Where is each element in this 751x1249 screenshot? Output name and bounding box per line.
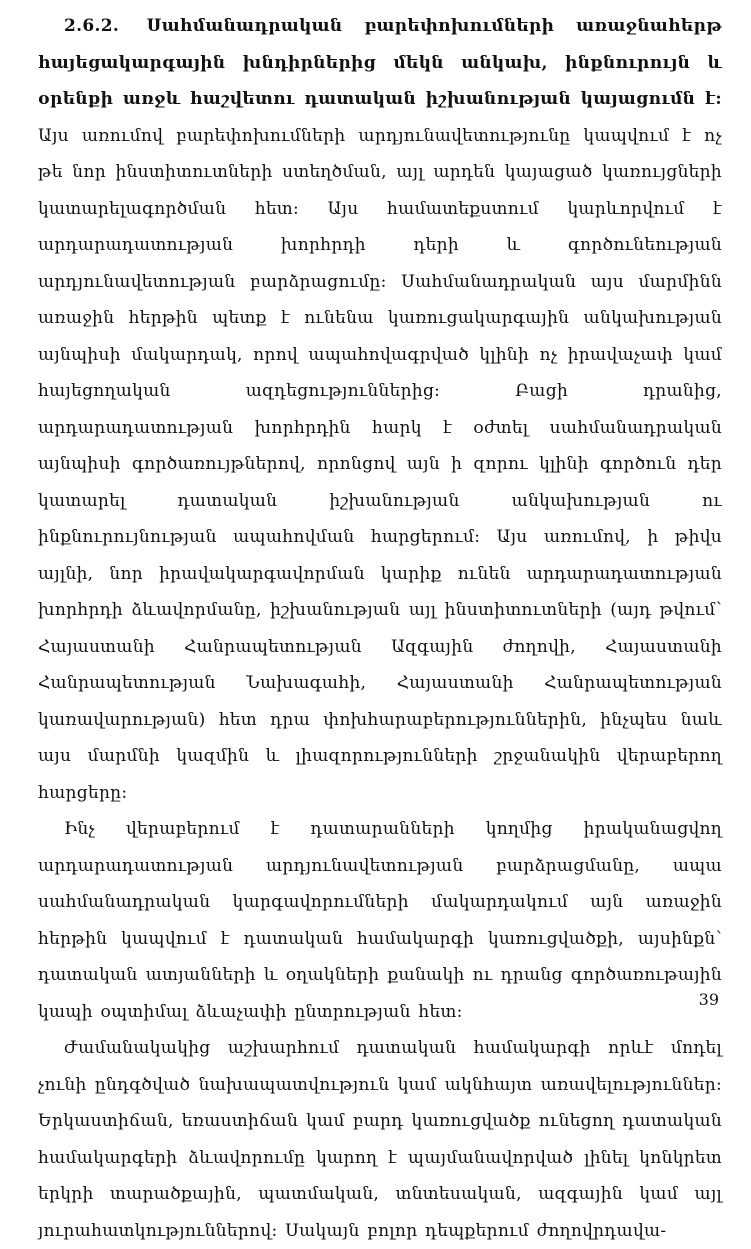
page-number: 39 [698, 990, 719, 1009]
paragraph-1 [38, 8, 722, 811]
document-page [38, 8, 722, 1249]
paragraph-1-body: Այս առումով բարեփոխումների արդյունավետությունը կապվում է ոչ թե նոր ինստիտուտների ստեղծման, այլ արդեն կայացած կառույցների կատարելագործման հետ: Այս համատեքստում կարևորվում է արդարադատության խորհրդի դերի և գործունեության արդյունավետության բարձրացումը: Սահմանադրական այս մարմինն առաջին հերթին պետք է ունենա կառուցակարգային անկախության այնպիսի մակարդակ, որով ապահովագրված կլինի ոչ իրավաչափ կամ հայեցողական ազդեցություններից: Բացի դրանից, արդարադատության խորհրդին հարկ է օժտել սահմանադրական այնպիսի գործառույթներով, որոնցով այն ի զորու կլինի գործուն դեր կատարել դատական իշխանության անկախության ու ինքնուրույնության ապահովման հարցերում: Այս առումով, ի թիվս այլնի, նոր իրավակարգավորման կարիք ունեն արդարադատության խորհրդի ձևավորմանը, իշխանության այլ ինստիտուտների (այդ թվում՝ Հայաստանի Հանրապետության Ազգային ժողովի, Հայաստանի Հանրապետության Նախագահի, Հայաստանի Հանրապետության կառավարության) հետ դրա փոխհարաբերություններին, ինչպես նաև այս մարմնի կազմին և լիազորությունների շրջանակին վերաբերող հարցերը: [38, 125, 722, 803]
section-number: 2.6.2. [64, 16, 120, 36]
paragraph-2: Ինչ վերաբերում է դատարանների կողմից իրականացվող արդարադատության արդյունավետության բարձրացմանը, ապա սահմանադրական կարգավորումների մակարդակում այն առաջին հերթին կապվում է դատական համակարգի կառուցվածքի, այսինքն՝ դատական ատյանների և օղակների քանակի ու դրանց գործառութային կապի օպտիմալ ձևաչափի ընտրության հետ: [38, 819, 722, 1022]
paragraph-3: Ժամանակակից աշխարհում դատական համակարգի որևէ մոդել չունի ընդգծված նախապատվություն կամ ակնհայտ առավելություններ: Երկաստիճան, եռաստիճան կամ բարդ կառուցվածք ունեցող դատական համակարգերի ձևավորումը կարող է պայմանավորված լինել կոնկրետ երկրի տարածքային, պատմական, տնտեսական, ազգային կամ այլ յուրահատկություններով: Սակայն բոլոր դեպքերում ժողովրդավա- [38, 1038, 722, 1241]
section-heading: Սահմանադրական բարեփոխումների առաջնահերթ հայեցակարգային խնդիրներից մեկն անկախ, ինքնուրույն և օրենքի առջև հաշվետու դատական իշխանության կայացումն է: [38, 16, 722, 109]
